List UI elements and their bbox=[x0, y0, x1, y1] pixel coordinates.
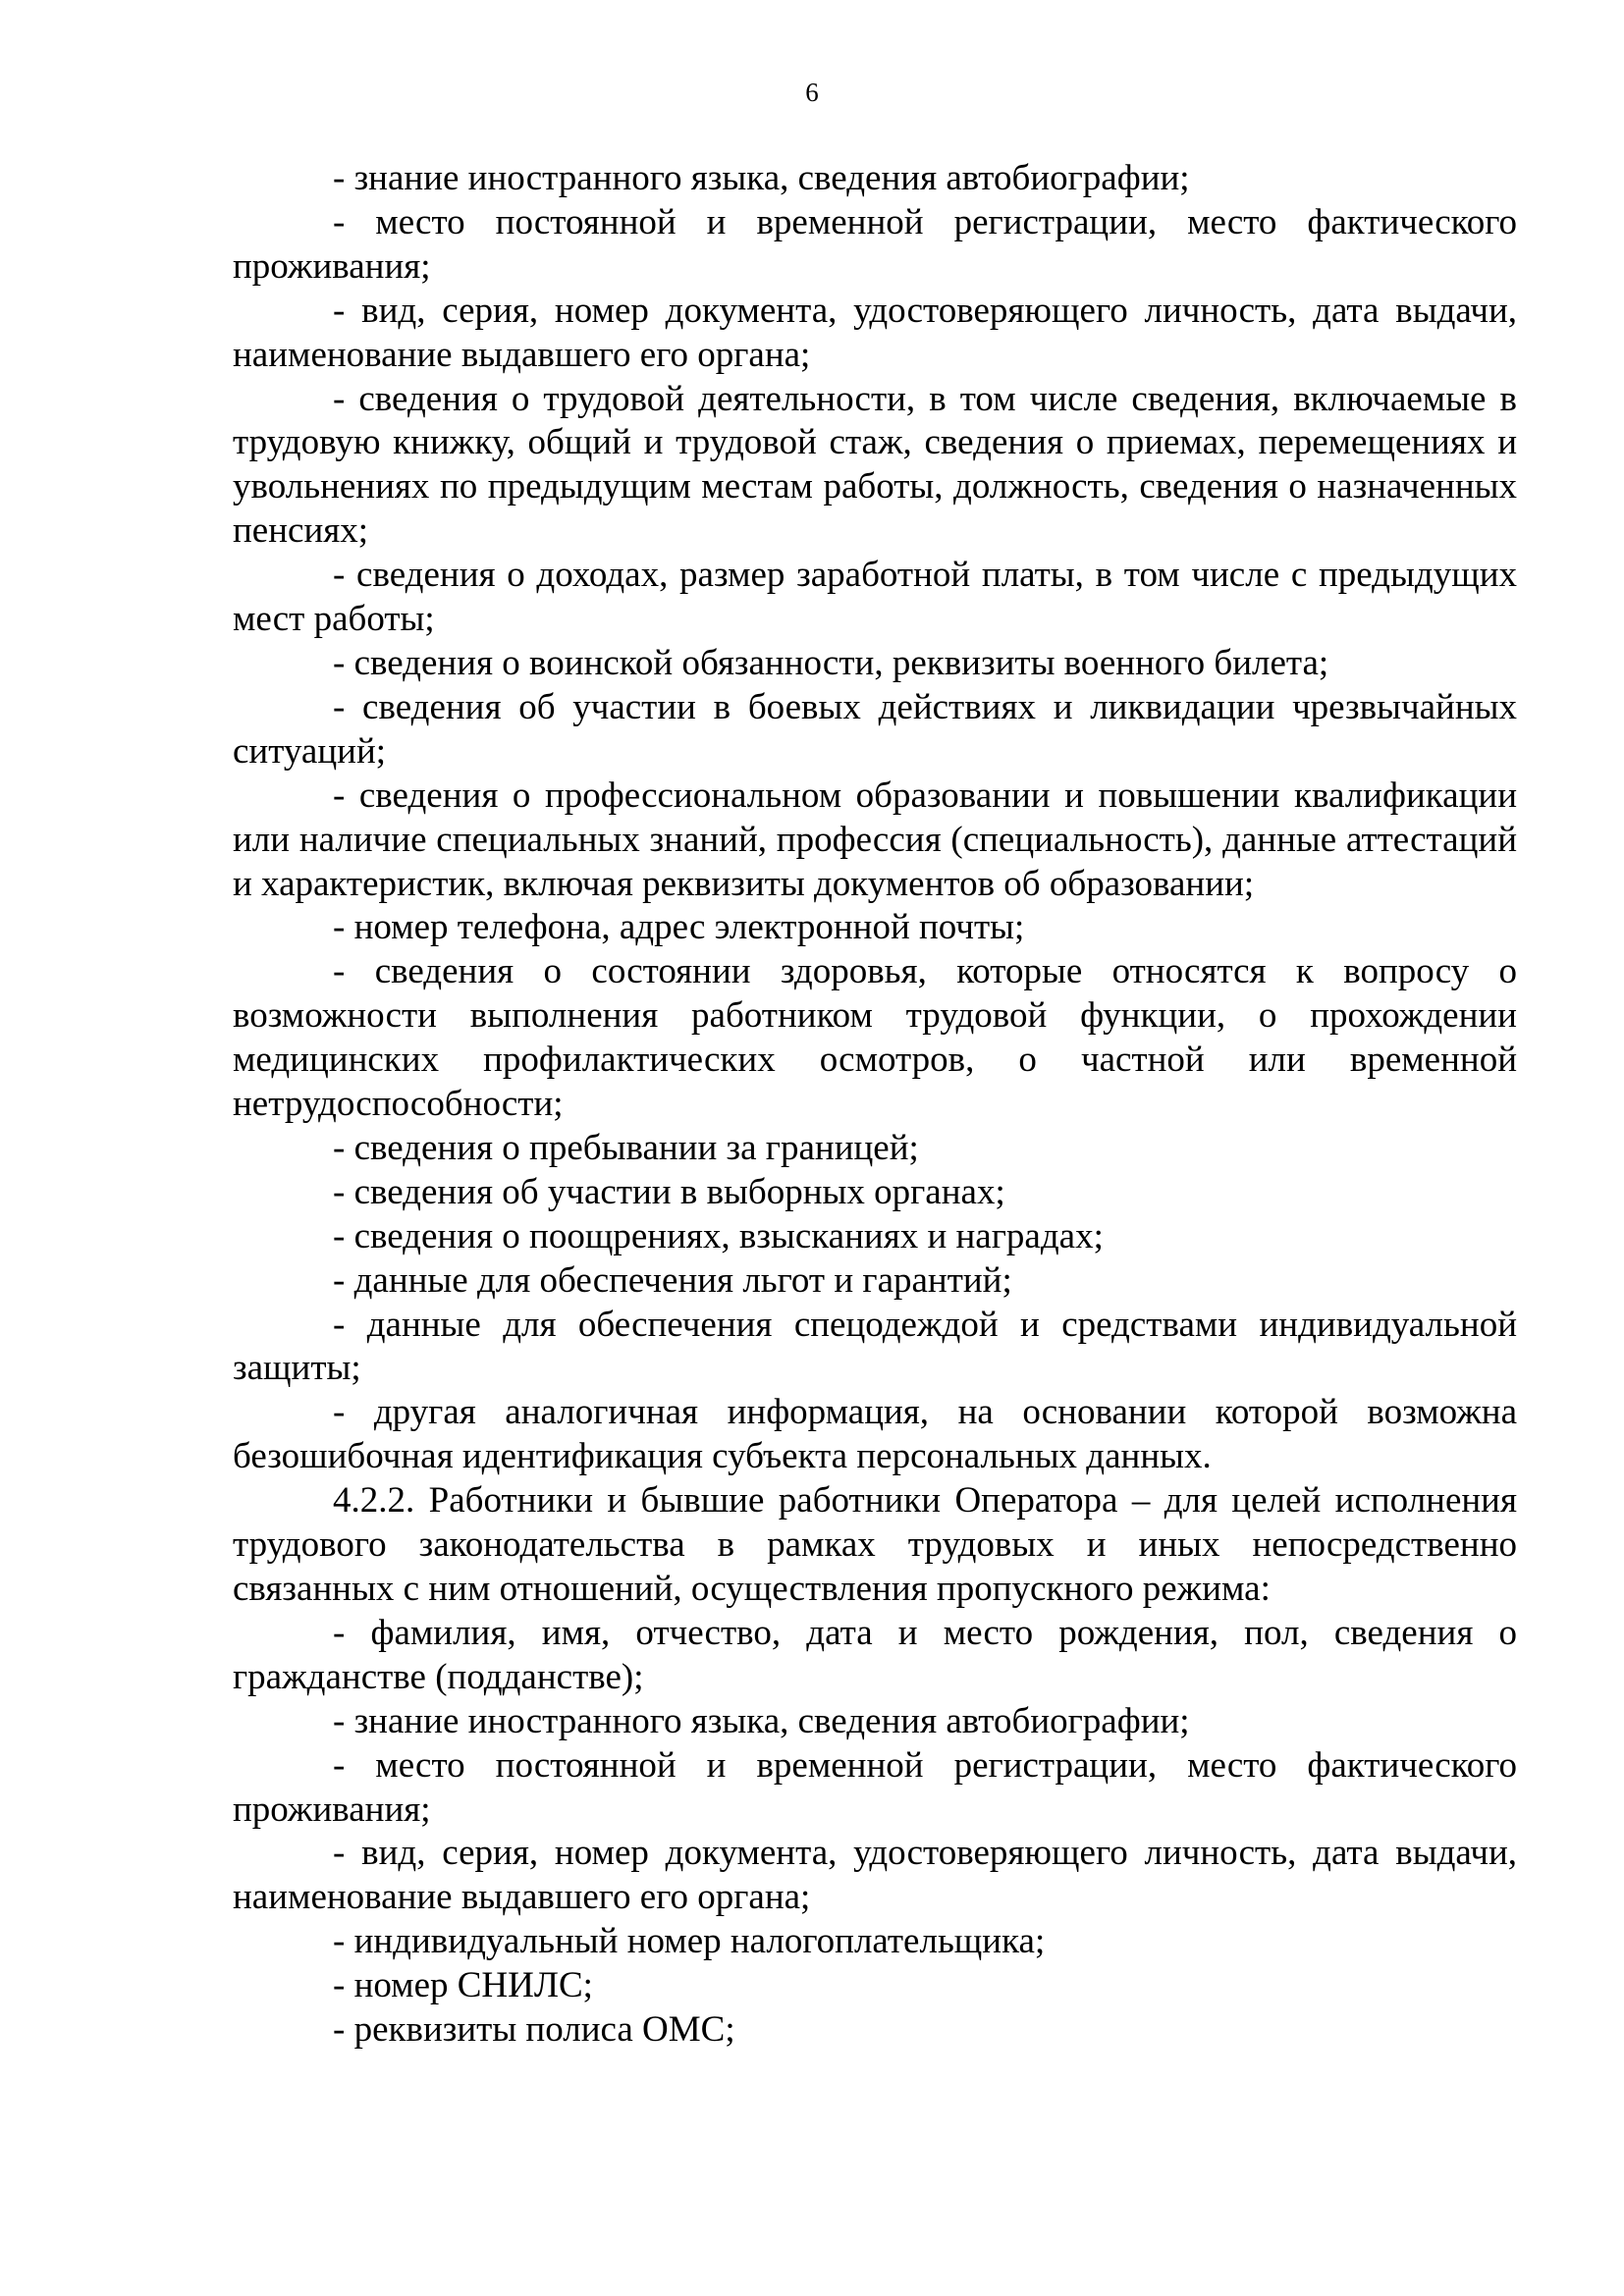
list-item: - сведения об участии в выборных органах; bbox=[333, 1171, 1005, 1212]
list-item: - место постоянной и временной регистрации, место фактического проживания; bbox=[233, 1744, 1517, 1830]
list-item: - другая аналогичная информация, на основании которой возможна безошибочная идентификация субъекта персональных данных. bbox=[233, 1392, 1517, 1477]
list-item: - сведения об участии в боевых действиях и ликвидации чрезвычайных ситуаций; bbox=[233, 686, 1517, 772]
list-item: - знание иностранного языка, сведения автобиографии; bbox=[333, 158, 1190, 198]
document-body bbox=[233, 157, 1517, 2053]
list-item: - данные для обеспечения спецодеждой и средствами индивидуальной защиты; bbox=[233, 1304, 1517, 1389]
list-item: - данные для обеспечения льгот и гарантий; bbox=[333, 1259, 1012, 1301]
list-item: - фамилия, имя, отчество, дата и место рождения, пол, сведения о гражданстве (подданстве); bbox=[233, 1612, 1517, 1697]
list-item: - сведения о воинской обязанности, реквизиты военного билета; bbox=[333, 642, 1329, 683]
page-number: 6 bbox=[805, 78, 819, 107]
list-item: - сведения о профессиональном образовании и повышении квалификации или наличие специальных знаний, профессия (специальность), данные аттестаций и характеристик, включая реквизиты документов об образовании; bbox=[233, 774, 1517, 904]
list-item: - сведения о поощрениях, взысканиях и наградах; bbox=[333, 1215, 1104, 1256]
list-item: - сведения о доходах, размер заработной платы, в том числе с предыдущих мест работы; bbox=[233, 555, 1517, 640]
list-item: - сведения о состоянии здоровья, которые относятся к вопросу о возможности выполнения работником трудовой функции, о прохождении медицинских профилактических осмотров, о частной или временной нетрудоспособности; bbox=[233, 951, 1517, 1125]
section-paragraph: 4.2.2. Работники и бывшие работники Оператора – для целей исполнения трудового законодательства в рамках трудовых и иных непосредственно связанных с ним отношений, осуществления пропускного режима: bbox=[233, 1480, 1517, 1609]
list-item: - номер СНИЛС; bbox=[333, 1965, 593, 2006]
list-item: - сведения о трудовой деятельности, в том числе сведения, включаемые в трудовую книжку, общий и трудовой стаж, сведения о приемах, перемещениях и увольнениях по предыдущим местам работы, должность, сведения о назначенных пенсиях; bbox=[233, 378, 1517, 552]
list-item: - номер телефона, адрес электронной почты; bbox=[333, 907, 1025, 948]
list-item: - реквизиты полиса ОМС; bbox=[333, 2009, 735, 2051]
list-item: - место постоянной и временной регистрации, место фактического проживания; bbox=[233, 201, 1517, 287]
list-item: - вид, серия, номер документа, удостоверяющего личность, дата выдачи, наименование выдавшего его органа; bbox=[233, 1833, 1517, 1918]
list-item: - сведения о пребывании за границей; bbox=[333, 1127, 919, 1168]
list-item: - вид, серия, номер документа, удостоверяющего личность, дата выдачи, наименование выдавшего его органа; bbox=[233, 290, 1517, 375]
list-item: - индивидуальный номер налогоплательщика; bbox=[333, 1921, 1046, 1962]
list-item: - знание иностранного языка, сведения автобиографии; bbox=[333, 1700, 1190, 1741]
